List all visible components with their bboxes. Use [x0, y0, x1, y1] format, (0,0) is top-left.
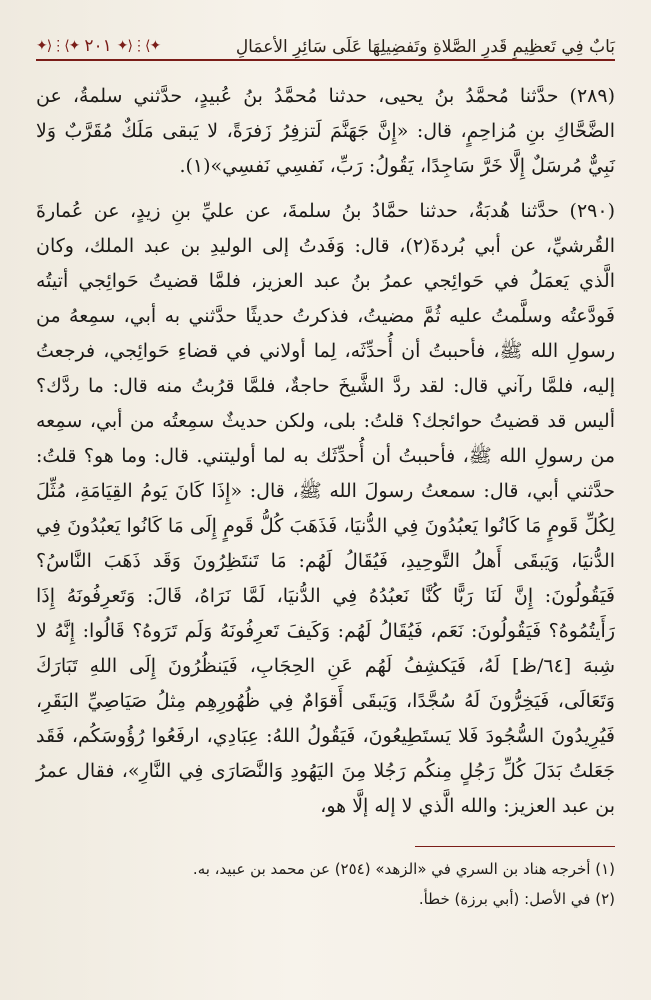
main-text: [36, 79, 615, 824]
hadith-290-paragraph: (٢٩٠) حدَّثنا هُدبَةُ، حدثنا حمَّادُ بنُ سلمةَ، عن عليِّ بنِ زيدٍ، عن عُمارةَ القُرشيِّ، عن أبي بُردةَ(٢)، قال: وَفَدتُ إلى الوليدِ بن عبد الملك، وكان الَّذي يَعمَلُ في حَوائِجي عمرُ بنُ عبد العزيز، فلمَّا قضيتُ حَوائِجي أتيتُه فَودَّعتُه وسلَّمتُ عليه ثُمَّ مضيتُ، فذكرتُ حديثًا حدَّثني به أبي، سمِعهُ من رسولِ الله ﷺ، فأحببتُ أن أُحدِّثَه، لِما أولاني في قضاءِ حَوائِجي، فرجعتُ إليه، فلمَّا رآني قال: لقد ردَّ الشَّيخَ حاجةٌ، فلمَّا قرُبتُ منه قال: ما ردَّك؟ أليس قد قضيتُ حوائجك؟ قلتُ: بلى، ولكن حديثٌ سمِعتُه من أبي، سمِعه من رسولِ الله ﷺ، فأحببتُ أن أُحدِّثَك به لما أوليتني. قال: وما هو؟ قلتُ: حدَّثني أبي، قال: سمعتُ رسولَ الله ﷺ، قال: «إِذَا كَانَ يَومُ القِيَامَةِ، مُثِّلَ لِكُلِّ قَومٍ مَا كَانُوا يَعبُدُونَ فِي الدُّنيَا، فَذَهَبَ كُلُّ قَومٍ إِلَى مَا كَانُوا يَعبُدُونَ فِي الدُّنيَا، وَيَبقَى أَهلُ التَّوحِيدِ، فَيُقَالُ لَهُم: مَا تَنتَظِرُونَ وَقَد ذَهَبَ النَّاسُ؟ فَيَقُولُونَ: إِنَّ لَنَا رَبًّا كُنَّا نَعبُدُهُ فِي الدُّنيَا، لَمَّا نَرَاهُ، قَالَ: وَتَعرِفُونَهُ إِذَا رَأَيتُمُوهُ؟ فَيَقُولُونَ: نَعَم، فَيُقَالُ لَهُم: وَكَيفَ تَعرِفُونَهُ وَلَم تَرَوهُ؟ قَالُوا: إِنَّهُ لا شِبهَ [٦٤/ظ] لَهُ، فَيَكشِفُ لَهُم عَنِ الحِجَابِ، فَيَنظُرُونَ إِلَى اللهِ تَبَارَكَ وَتَعَالَى، فَيَخِرُّونَ لَهُ سُجَّدًا، وَيَبقَى أَقوَامٌ فِي ظُهُورِهِم مِثلُ صَيَاصِيِّ البَقَرِ، فَيُرِيدُونَ السُّجُودَ فَلا يَستَطِيعُونَ، فَيَقُولُ اللهُ: عِبَادِي، ارفَعُوا رُؤُوسَكُم، فَقَد جَعَلتُ بَدَلَ كُلِّ رَجُلٍ مِنكُم رَجُلا مِنَ اليَهُودِ وَالنَّصَارَى فِي النَّارِ»، فقال عمرُ بن عبد العزيز: والله الَّذي لا إله إلَّا هو،: [36, 200, 615, 817]
page-header: [36, 22, 615, 56]
footnote-divider: [415, 846, 615, 847]
footnote-1: (١) أخرجه هناد بن السري في «الزهد» (٢٥٤) عن محمد بن عبيد، به.: [192, 860, 615, 878]
page-number: ٢٠١: [84, 36, 112, 56]
ornament-left-icon: ✦⟩⋮⟨✦: [36, 38, 80, 54]
footnote-2: (٢) في الأصل: (أبي برزة) خطأ.: [418, 890, 615, 908]
header-ornament-group: [36, 36, 160, 56]
ornament-right-icon: ✦⟩⋮⟨✦: [116, 38, 161, 54]
header-divider: [36, 59, 615, 61]
hadith-289-paragraph: (٢٨٩) حدَّثنا مُحمَّدُ بنُ يحيى، حدثنا مُحمَّدُ بنُ عُبيدٍ، حدَّثني سلمةُ، عن الضَّحَّاكِ بنِ مُزاحِمٍ، قال: «إِنَّ جَهَنَّمَ لَتزفِرُ زَفرَةً، لا يَبقى مَلَكٌ مُقَرَّبٌ وَلا نَبِيٌّ مُرسَلٌ إِلَّا خَرَّ سَاجِدًا، يَقُولُ: رَبِّ، نَفسِي نَفسِي»(١).: [36, 85, 615, 177]
running-title: بَابٌ فِي تَعظِيمِ قَدرِ الصَّلاةِ وتَفضِيلِهَا عَلَى سَائِرِ الأعمَالِ: [235, 37, 615, 57]
footnotes: [36, 857, 615, 911]
